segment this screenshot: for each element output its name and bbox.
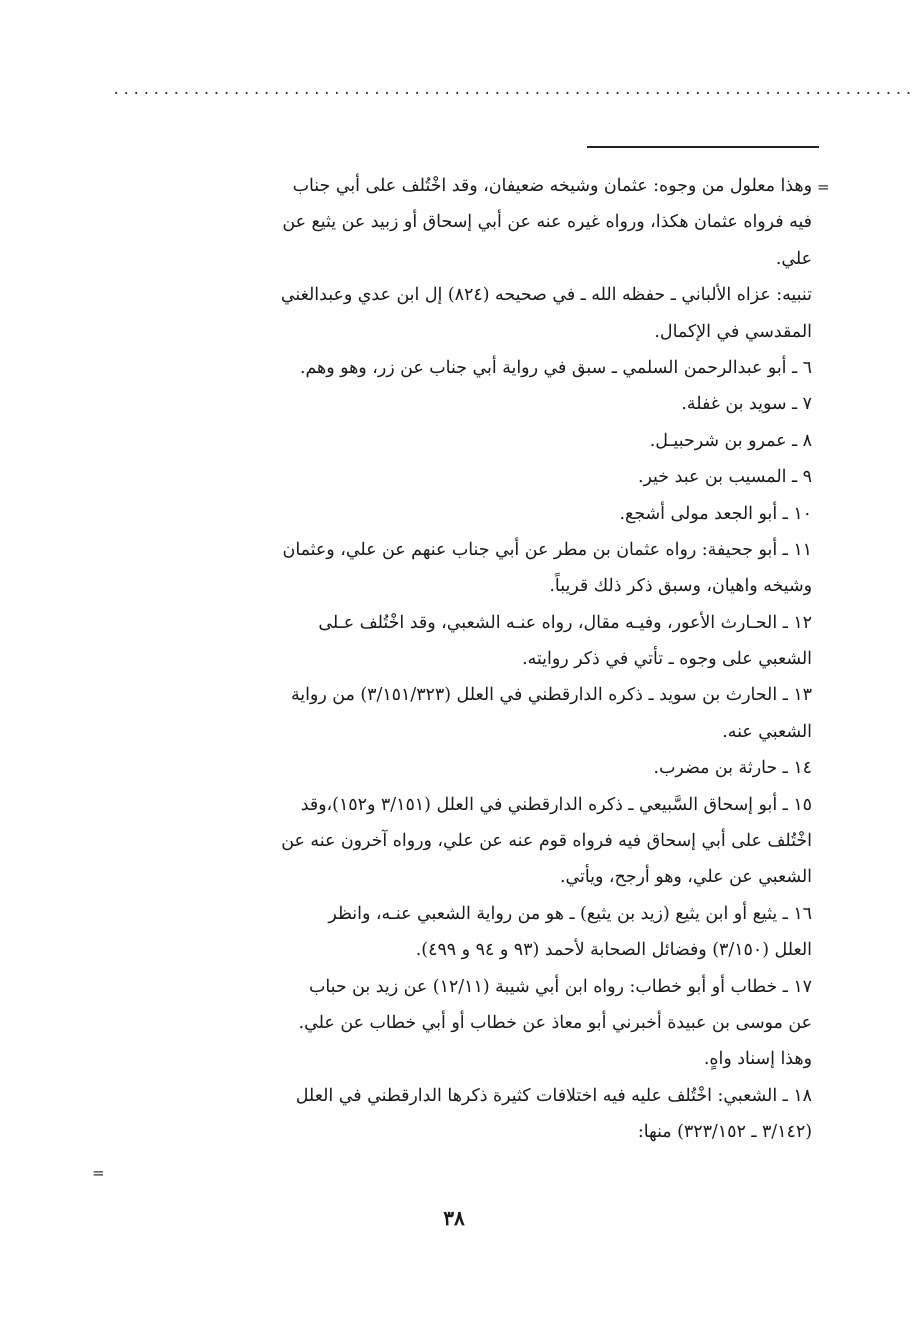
text-line: عن موسى بن عبيدة أخبرني أبو معاذ عن خطاب أو أبي خطاب عن علي. bbox=[298, 1012, 812, 1033]
text-line: ١٧ ـ خطاب أو أبو خطاب: رواه ابن أبي شيبة (١٢/١١) عن زيد بن حباب bbox=[308, 976, 812, 997]
text-line: فيه فرواه عثمان هكذا، ورواه غيره عنه عن أبي إسحاق أو زبيد عن يثيع عن bbox=[282, 212, 812, 233]
text-line: ١٨ ـ الشعبي: اخْتُلف عليه فيه اختلافات كثيرة ذكرها الدارقطني في العلل bbox=[295, 1085, 812, 1106]
text-line: ١٣ ـ الحارث بن سويد ـ ذكره الدارقطني في العلل (٣/١٥١/٣٢٣) من رواية bbox=[290, 685, 812, 706]
text-line: اخْتُلف على أبي إسحاق فيه فرواه قوم عنه عن علي، ورواه آخرون عنه عن bbox=[281, 831, 812, 852]
text-line: المقدسي في الإكمال. bbox=[654, 321, 812, 342]
text-line: ١٦ ـ يثيع أو ابن يثيع (زيد بن يثيع) ـ هو من رواية الشعبي عنـه، وانظر bbox=[328, 903, 812, 924]
text-line: الشعبي عن علي، وهو أرجح، ويأتي. bbox=[559, 867, 812, 888]
text-line: وهذا معلول من وجوه: عثمان وشيخه ضعيفان، وقد اخْتُلف على أبي جناب bbox=[292, 176, 812, 196]
text-line: ١١ ـ أبو جحيفة: رواه عثمان بن مطر عن أبي جناب عنهم عن علي، وعثمان bbox=[282, 539, 812, 560]
page-number: ٣٨ bbox=[443, 1206, 465, 1230]
text-line: ١٢ ـ الحـارث الأعور، وفيـه مقال، رواه عنـه الشعبي، وقد اخْتُلف عـلى bbox=[318, 612, 812, 633]
text-line: ١٤ ـ حارثة بن مضرب. bbox=[653, 758, 812, 779]
text-line: ٧ ـ سويد بن غفلة. bbox=[681, 394, 812, 415]
text-line: العلل (٣/١٥٠) وفضائل الصحابة لأحمد (٩٣ و ٩٤ و ٤٩٩). bbox=[415, 940, 812, 961]
footnote-rule bbox=[587, 146, 819, 148]
text-line: (٣/١٤٢ ـ ٣٢٣/١٥٢) منها: bbox=[637, 1122, 812, 1143]
text-line: ١٠ ـ أبو الجعد مولى أشجع. bbox=[619, 503, 812, 524]
text-line: الشعبي عنه. bbox=[722, 721, 812, 742]
body-text bbox=[110, 168, 812, 1151]
text-line: الشعبي على وجوه ـ تأتي في ذكر روايته. bbox=[522, 649, 812, 670]
text-line: ٨ ـ عمرو بن شرحبيـل. bbox=[649, 430, 812, 451]
text-line: ٦ ـ أبو عبدالرحمن السلمي ـ سبق في رواية أبي جناب عن زر، وهو وهم. bbox=[299, 357, 812, 378]
text-line: وشيخه واهيان، وسبق ذكر ذلك قريباً. bbox=[549, 576, 812, 597]
text-line: ١٥ ـ أبو إسحاق السَّبيعي ـ ذكره الدارقطني في العلل (٣/١٥١ و١٥٢)،وقد bbox=[300, 794, 812, 815]
continuation-marker-top: = bbox=[817, 178, 830, 196]
text-line: وهذا إسناد واهٍ. bbox=[703, 1049, 812, 1070]
text-line: تنبيه: عزاه الألباني ـ حفظه الله ـ في صحيحه (٨٢٤) إل ابن عدي وعبدالغني bbox=[280, 285, 812, 306]
dotted-leader: ................................................................................ bbox=[112, 82, 914, 98]
continuation-marker-bottom: = bbox=[92, 1164, 105, 1182]
text-line: علي. bbox=[775, 248, 812, 269]
text-line: ٩ ـ المسيب بن عبد خير. bbox=[637, 467, 812, 488]
